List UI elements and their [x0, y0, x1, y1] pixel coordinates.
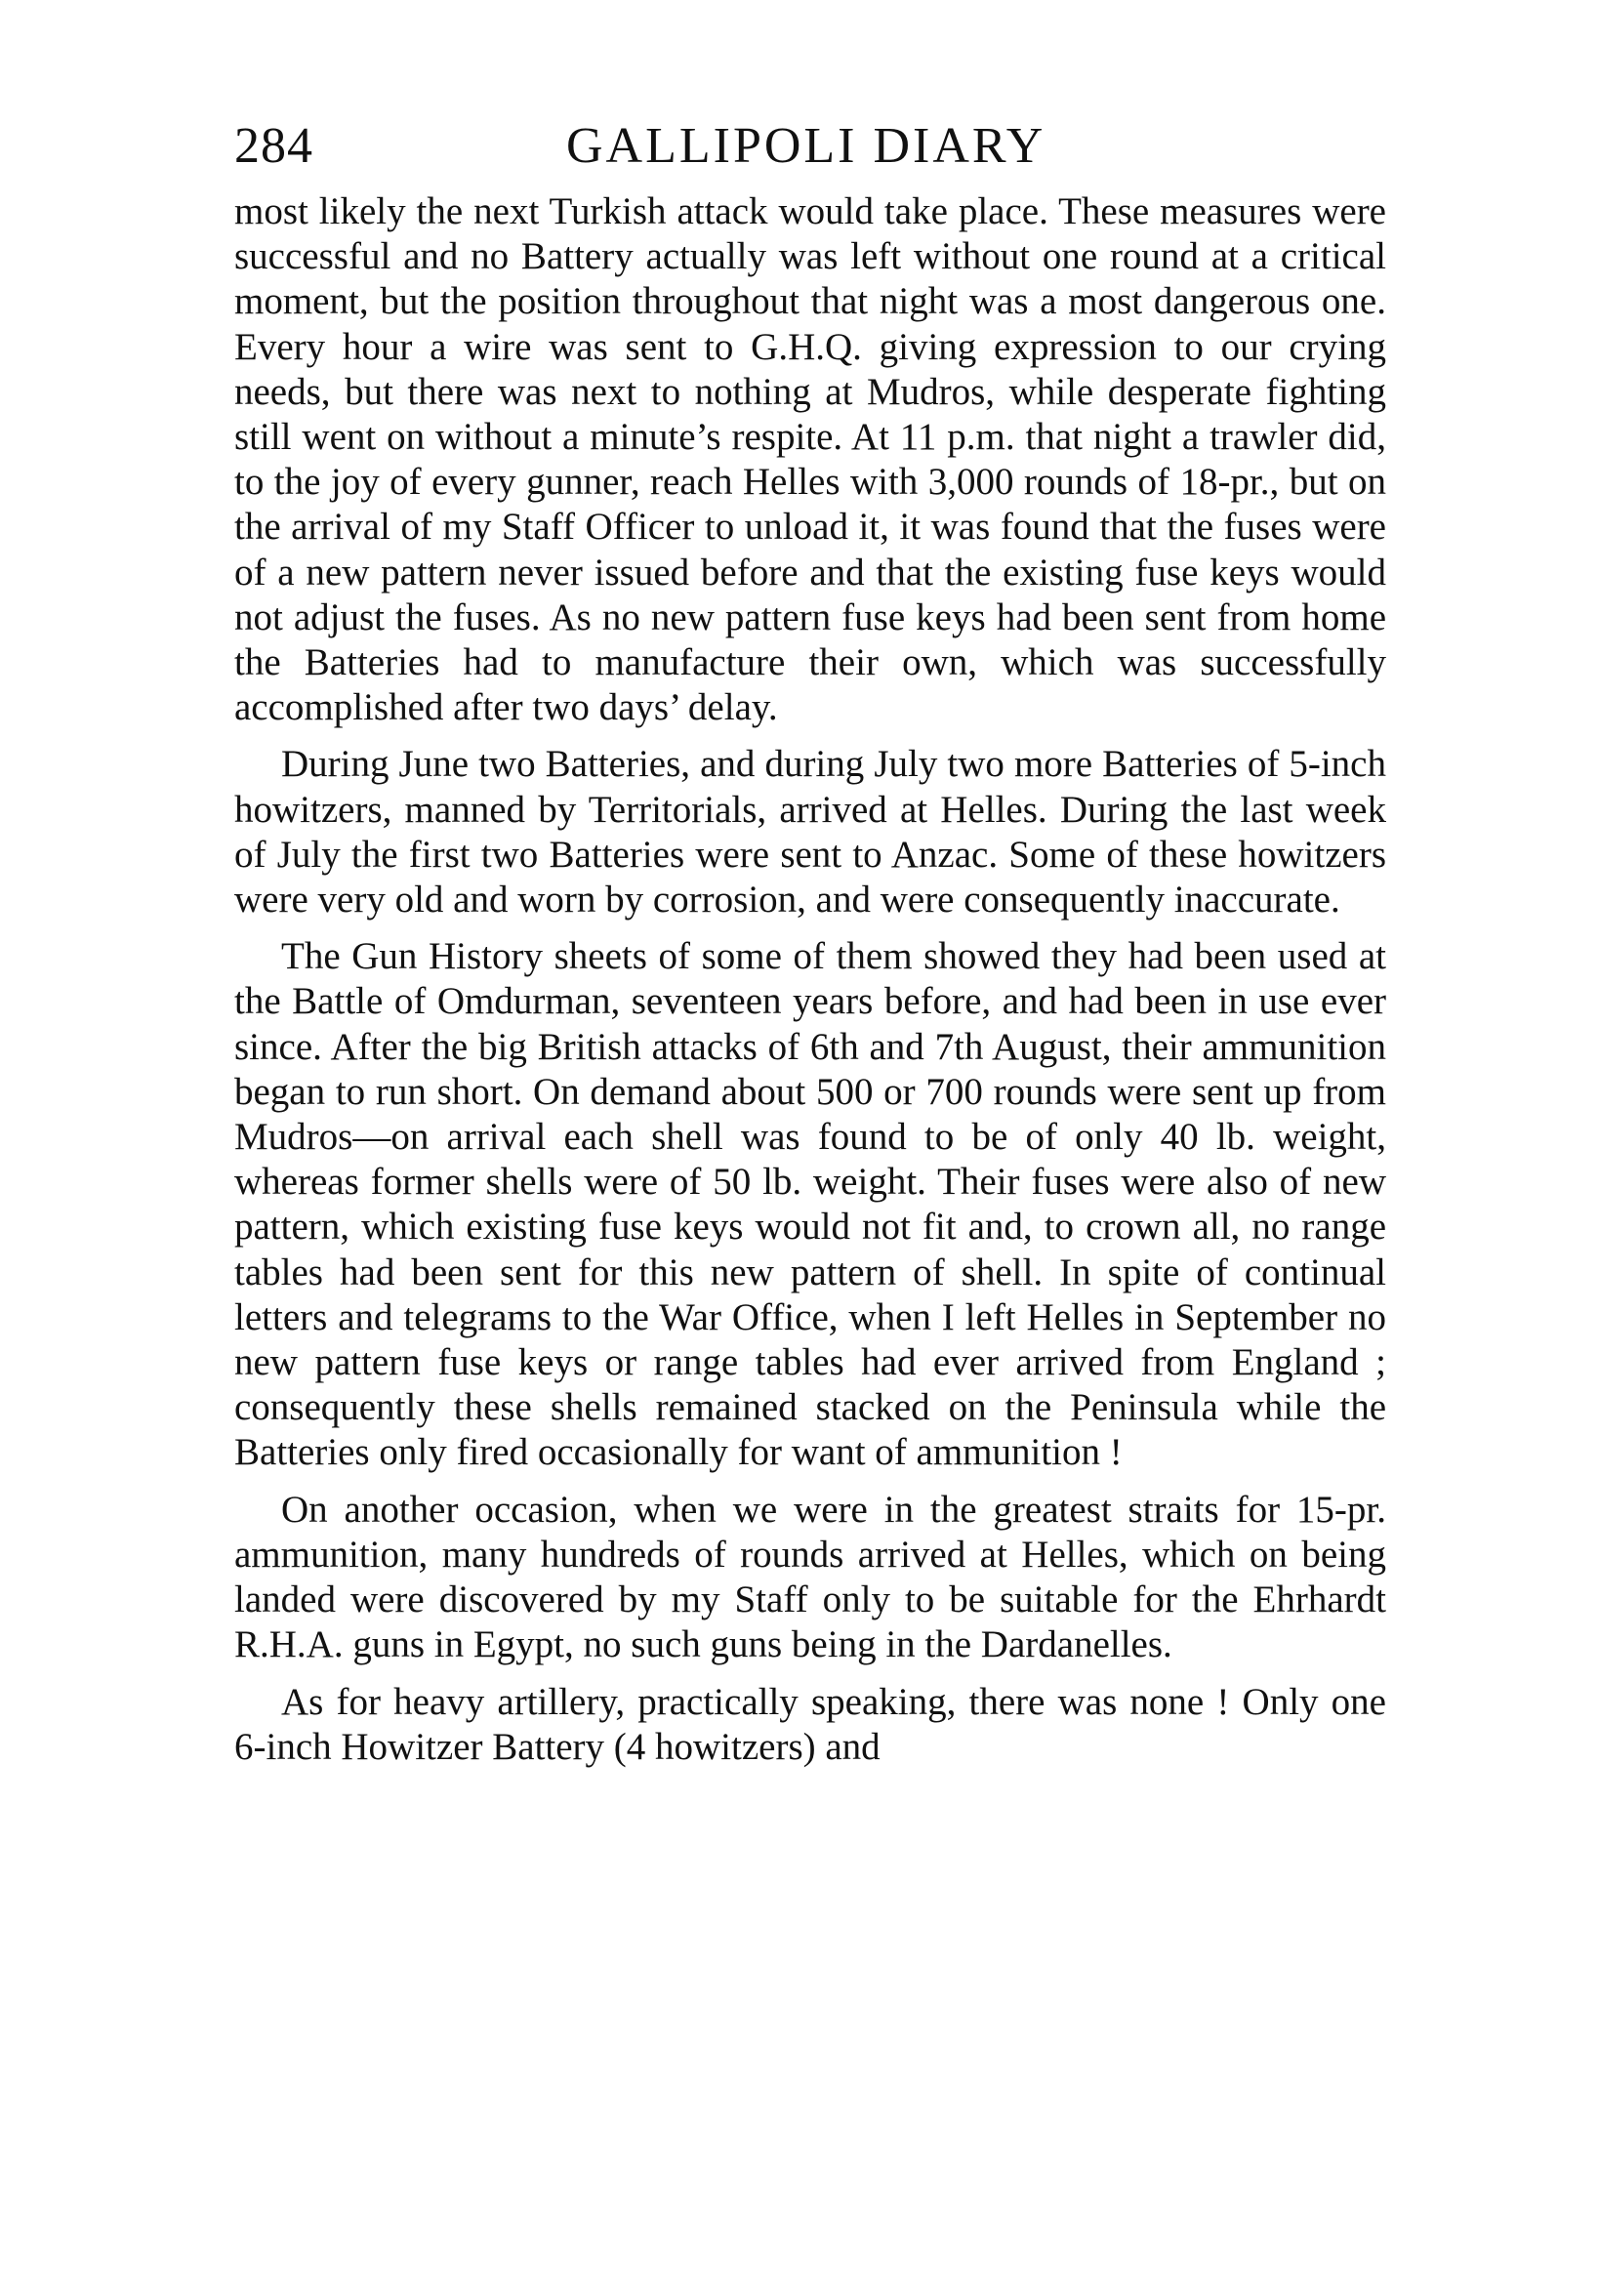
running-title: GALLIPOLI DIARY	[566, 118, 1046, 174]
page-number: 284	[234, 118, 313, 174]
body-text	[234, 189, 1386, 1770]
paragraph-continued: most likely the next Turkish attack would take place. These measures were successful and no Battery actually was left without one round at a critical moment, but the position throughout that night was a most dangerous one. Every hour a wire was sent to G.H.Q. giving expression to our crying needs, but there was next to nothing at Mudros, while desperate fighting still went on without a minute’s respite. At 11 p.m. that night a trawler did, to the joy of every gunner, reach Helles with 3,000 rounds of 18-pr., but on the arrival of my Staff Officer to unload it, it was found that the fuses were of a new pattern never issued before and that the existing fuse keys would not adjust the fuses. As no new pattern fuse keys had been sent from home the Batteries had to manufacture their own, which was successfully accomplished after two days’ delay.	[234, 190, 1386, 729]
paragraph-gun-history: The Gun History sheets of some of them showed they had been used at the Battle of Omdurman, seventeen years before, and had been in use ever since. After the big British attacks of 6th and 7th August, their ammunition began to run short. On demand about 500 or 700 rounds were sent up from Mudros—on arrival each shell was found to be of only 40 lb. weight, whereas former shells were of 50 lb. weight. Their fuses were also of new pattern, which existing fuse keys would not fit and, to crown all, no range tables had been sent for this new pattern of shell. In spite of continual letters and telegrams to the War Office, when I left Helles in September no new pattern fuse keys or range tables had ever arrived from England ; consequently these shells remained stacked on the Peninsula while the Batteries only fired occasionally for want of ammunition !	[234, 935, 1386, 1474]
page-header	[234, 107, 1386, 185]
book-page	[234, 107, 1386, 1770]
paragraph-howitzer-batteries: During June two Batteries, and during July two more Batteries of 5-inch howitzers, manned by Territorials, arrived at Helles. During the last week of July the first two Batteries were sent to Anzac. Some of these howitzers were very old and worn by corrosion, and were consequently inaccurate.	[234, 743, 1386, 922]
paragraph-15pr-ammunition: On another occasion, when we were in the greatest straits for 15-pr. ammunition, many hundreds of rounds arrived at Helles, which on being landed were discovered by my Staff only to be suitable for the Ehrhardt R.H.A. guns in Egypt, no such guns being in the Dardanelles.	[234, 1488, 1386, 1666]
paragraph-heavy-artillery: As for heavy artillery, practically speaking, there was none ! Only one 6-inch Howitzer Battery (4 howitzers) and	[234, 1680, 1386, 1768]
